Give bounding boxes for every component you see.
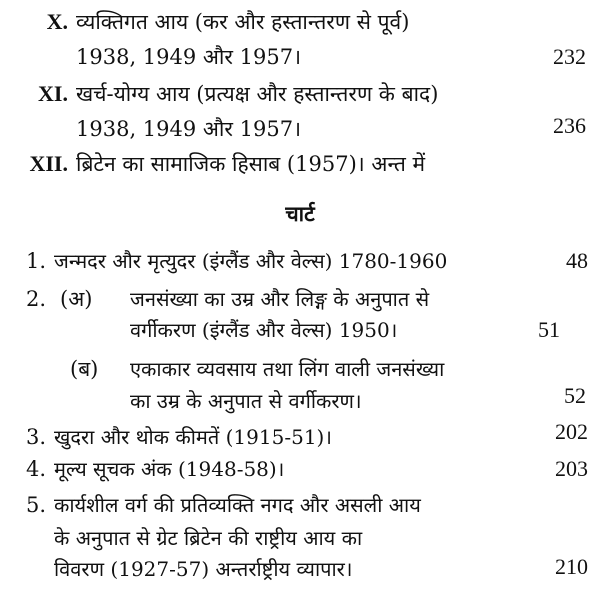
page-number: 202: [555, 419, 588, 444]
chart-number: 4.: [25, 457, 46, 481]
page-number: 52: [564, 383, 586, 408]
page-number: 203: [555, 456, 588, 481]
entry-title-line: 1938, 1949 और 1957।: [76, 45, 302, 69]
chart-number: 1.: [25, 249, 46, 273]
chart-title-line: विवरण (1927-57) अन्तर्राष्ट्रीय व्यापार।: [54, 557, 353, 581]
entry-title-line: ब्रिटेन का सामाजिक हिसाब (1957)। अन्त में: [76, 152, 426, 176]
chart-title-line: खुदरा और थोक कीमतें (1915-51)।: [54, 425, 332, 449]
chart-title-line: वर्गीकरण (इंग्लैंड और वेल्स) 1950।: [130, 318, 398, 342]
chart-number: 5.: [25, 493, 46, 517]
page-number: 232: [553, 44, 586, 69]
page-number: 210: [555, 554, 588, 579]
sub-label: (अ): [60, 287, 93, 311]
page-number: 48: [566, 248, 588, 273]
chart-number: 3.: [25, 425, 46, 449]
entry-numeral: X.: [46, 9, 68, 34]
chart-title-line: एकाकार व्यवसाय तथा लिंग वाली जनसंख्या: [130, 357, 445, 381]
chart-title-line: जनसंख्या का उम्र और लिङ्ग के अनुपात से: [130, 287, 430, 311]
page-number: 236: [553, 113, 586, 138]
chart-title-line: जन्मदर और मृत्युदर (इंग्लैंड और वेल्स) 1780-1960: [54, 249, 448, 273]
chart-title-line: का उम्र के अनुपात से वर्गीकरण।: [130, 389, 362, 413]
page-number: 51: [538, 317, 560, 342]
chart-title-line: के अनुपात से ग्रेट ब्रिटेन की राष्ट्रीय आय का: [54, 526, 363, 550]
section-heading: चार्ट: [285, 201, 315, 226]
entry-title-line: खर्च-योग्य आय (प्रत्यक्ष और हस्तान्तरण के बाद): [76, 82, 439, 106]
chart-title-line: मूल्य सूचक अंक (1948-58)।: [54, 457, 285, 481]
entry-title-line: व्यक्तिगत आय (कर और हस्तान्तरण से पूर्व): [76, 10, 410, 34]
entry-numeral: XI.: [38, 81, 68, 106]
sub-label: (ब): [70, 357, 99, 381]
entry-title-line: 1938, 1949 और 1957।: [76, 117, 302, 141]
entry-numeral: XII.: [29, 151, 68, 176]
chart-title-line: कार्यशील वर्ग की प्रतिव्यक्ति नगद और असली आय: [54, 493, 421, 517]
chart-number: 2.: [25, 287, 46, 311]
